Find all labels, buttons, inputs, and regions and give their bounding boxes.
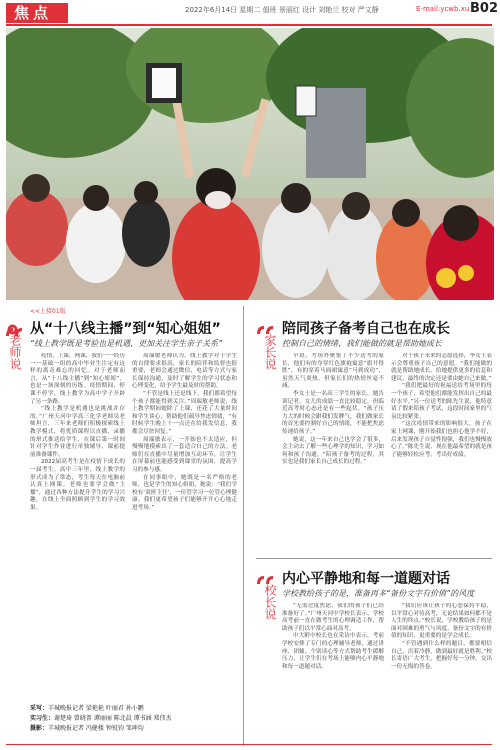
article-paragraph: 在同事眼中，她既是一名严格的老师，也是学生的知心姐姐，她说：“我们学校有‘双班主任’，一位管学习一位管心理健康。我们更希望孩子们能够开开心心地走进考场。”: [132, 474, 237, 511]
section-tab: 焦点: [6, 3, 68, 23]
footer-rule: [6, 744, 492, 745]
credit-line: [30, 714, 172, 724]
article-column: [282, 603, 384, 741]
crowd-photo-illustration: [6, 28, 494, 300]
page-number: B02: [470, 1, 498, 16]
article-paragraph: “无需过度焦虑，我们的孩子们已经准备好了。”广州天河中学校长表示，学校高考前一直在做考生的心理调适工作，帮助孩子们以平常心面对高考。: [282, 603, 384, 632]
continued-from: <<上接01版: [30, 308, 66, 315]
page-header: [0, 0, 500, 26]
article-column: [391, 353, 492, 551]
side-label-text: 校长说: [263, 584, 277, 620]
article-column: [391, 603, 492, 741]
article-column: [282, 353, 384, 551]
article-paragraph: 早晨，考场外聚集了不少送考的家长，他们有的身穿红色旗袍寓意“旗开得胜”，有的穿着马面裙寓意“马到成功”，虽然天气炎热，但家长们的热情丝毫不减。: [282, 353, 384, 390]
side-label-text: 家长说: [263, 334, 277, 370]
article-paragraph: “我们把最好的祝福送给考场里的每一个孩子，希望他们都能发挥出自己的最好水平。”另一位送考的陈先生说，他特意请了假来陪孩子考试，这段时间家里的气氛比较紧张。: [391, 383, 492, 420]
article-column: [30, 353, 125, 697]
credit-label: 摄影：: [30, 725, 49, 732]
article-paragraph: “不管遇到什么样的题目，都要相信自己，沉着冷静，做到最好就是胜利。”校长寄语广大考生，把握好每一分钟，交出一份无悔的答卷。: [391, 640, 492, 670]
article-deck: 控制自己的情绪，我们能做的就是帮助她成长: [282, 339, 442, 348]
article-column: [132, 353, 237, 697]
quote-icon: [5, 322, 23, 332]
article-paragraph: “线上教学是机遇也是挑战并存的。”广州天河中学高三化学老师吴老师坦言，三年来老师们积极探索线上教学模式，将优质课程以直播、录播的形式推送给学生，在课后第一时间针对学生作业进行单独辅导，课前提前准备课件。: [30, 406, 125, 458]
article-title: 内心平静地和每一道题对话: [282, 571, 450, 587]
credit-label: 采写：: [30, 705, 49, 712]
article-deck: “线上教学既是考验也是机遇，更加关注学生亲子关系”: [30, 339, 223, 348]
article-paragraph: 她说，这一年来自己也学会了很多，会主动去了解一些心理学的知识，学习如何和孩子沟通。“陪孩子备考的过程，其实也是我们家长自己成长的过程。”: [282, 436, 384, 466]
credit-names: 谢楚琦 曾晓菁 谭丽丽 陈北晨 谭书涵 郑伟杰: [54, 715, 172, 722]
side-label: [262, 334, 278, 373]
credit-line: [30, 724, 172, 734]
header-meta: 2022年6月14日 星期二 值班 景丽红 设计 刘艳兰 校对 严文静: [185, 6, 379, 14]
header-editor: E-mail:ycwb.xu: [416, 5, 470, 13]
header-rule: [6, 24, 492, 26]
article-paragraph: “不管是线上还是线下，我们都希望每个孩子都能得到关注。”周瑞敏老师说，线上教学期间她除了上课，还花了大量时间和学生谈心，帮助他们疏导焦虑情绪，“有时候学生晚上十一点还在给我发信息，我都会尽快回复。”: [132, 390, 237, 435]
side-label: [7, 334, 23, 373]
article-paragraph: 疫情，上课，网课，我们一一经历一一基础一组的高中毕业生注定有这样的离奇难忘的回忆。对于老师而言，从“十八线主播”到“知心姐姐”，也是一场深刻的历练。疫情期间，停课不停学，线上教学为高中学子开辟了另一条路。: [30, 353, 125, 405]
article-paragraph: 周瑞敏老师认为，线上教学对于学生的自律要求很高，家长的陪伴和监督也很重要，老师会通过微信、电话等方式与家长保持沟通，及时了解学生的学习状态和心理变化，给予学生最及时的帮助。: [132, 353, 237, 390]
article-credits: [30, 704, 172, 734]
article-paragraph: 李女士是一名高三学生的家长，她告诉记者，女儿的成绩一直比较稳定，但临近高考时心态还是有一些起伏。“孩子压力大的时候会跟我们发脾气，我们做家长的首先要控制好自己的情绪，不能把焦虑传递给孩子。”: [282, 390, 384, 435]
article-title: 陪同孩子备考自己也在成长: [282, 321, 450, 337]
article-paragraph: “我们应该让孩子的心态保持平稳，以平常心对待高考，无论结果如何都不是人生的终点。”校长说，学校教给孩子的是面对困难的勇气与风度，备份文字的有价值的知识，更重要的是学会成长。: [391, 603, 492, 640]
article-deck: 学校教给孩子的是，准备再多“备份文字有价值”的风度: [282, 589, 475, 598]
credit-line: [30, 704, 172, 714]
side-label-text: 老师说: [8, 334, 22, 370]
lead-photo: [6, 28, 494, 300]
article-paragraph: 周瑞敏表示，一开始也不太适应，但慢慢地摸索出了一套适合自己的方法。老师们在直播中尽量增加互动环节，让学生在屏幕前也能感受到课堂的氛围，提高学习的参与感。: [132, 436, 237, 473]
credit-names: 羊城晚报记者 冯健楼 钟锐钧 邹坤均: [48, 725, 144, 732]
column-divider: [243, 306, 244, 746]
article-paragraph: 2022届高考生是在疫情下成长的一届考生。高中三年里，线上教学的形式成为了常态，考生每天在电脑前认真上网课。老师也要学会做“主播”，通过各种方法提升学生的学习兴趣，在线上全面照顾到学生的学习效果。: [30, 459, 125, 511]
article-paragraph: “这次疫情带来的影响很大，孩子在家上网课，刚开始我们也担心他学不好，后来发现孩子自觉性很强，我们也慢慢放心了。”陈先生说，现在他最希望的就是孩子能够轻松应考，考出好成绩。: [391, 421, 492, 458]
article-title: 从“十八线主播”到“知心姐姐”: [30, 321, 221, 337]
credit-label: 实习生：: [30, 715, 55, 722]
quote-icon: [256, 570, 267, 581]
article-paragraph: 中大附中校长也在采访中表示，考前学校安排了专门的心理辅导老师，通过讲座、团辅、个别谈心等方式帮助考生缓解压力，让学生们在考场上能够内心平静地和每一道题对话。: [282, 633, 384, 670]
side-label: [262, 584, 278, 623]
credit-names: 羊城晚报记者 梁艳艳 叶丽君 孙小鹏: [48, 705, 144, 712]
article-paragraph: 对于孩子未来的志愿选择，李女士表示会尊重孩子自己的意愿。“我们能做的就是帮助她成长，给她提供更多的信息和建议，最终的决定还是要由她自己来做。”: [391, 353, 492, 382]
section-divider: [256, 558, 492, 559]
quote-icon: [256, 320, 267, 331]
